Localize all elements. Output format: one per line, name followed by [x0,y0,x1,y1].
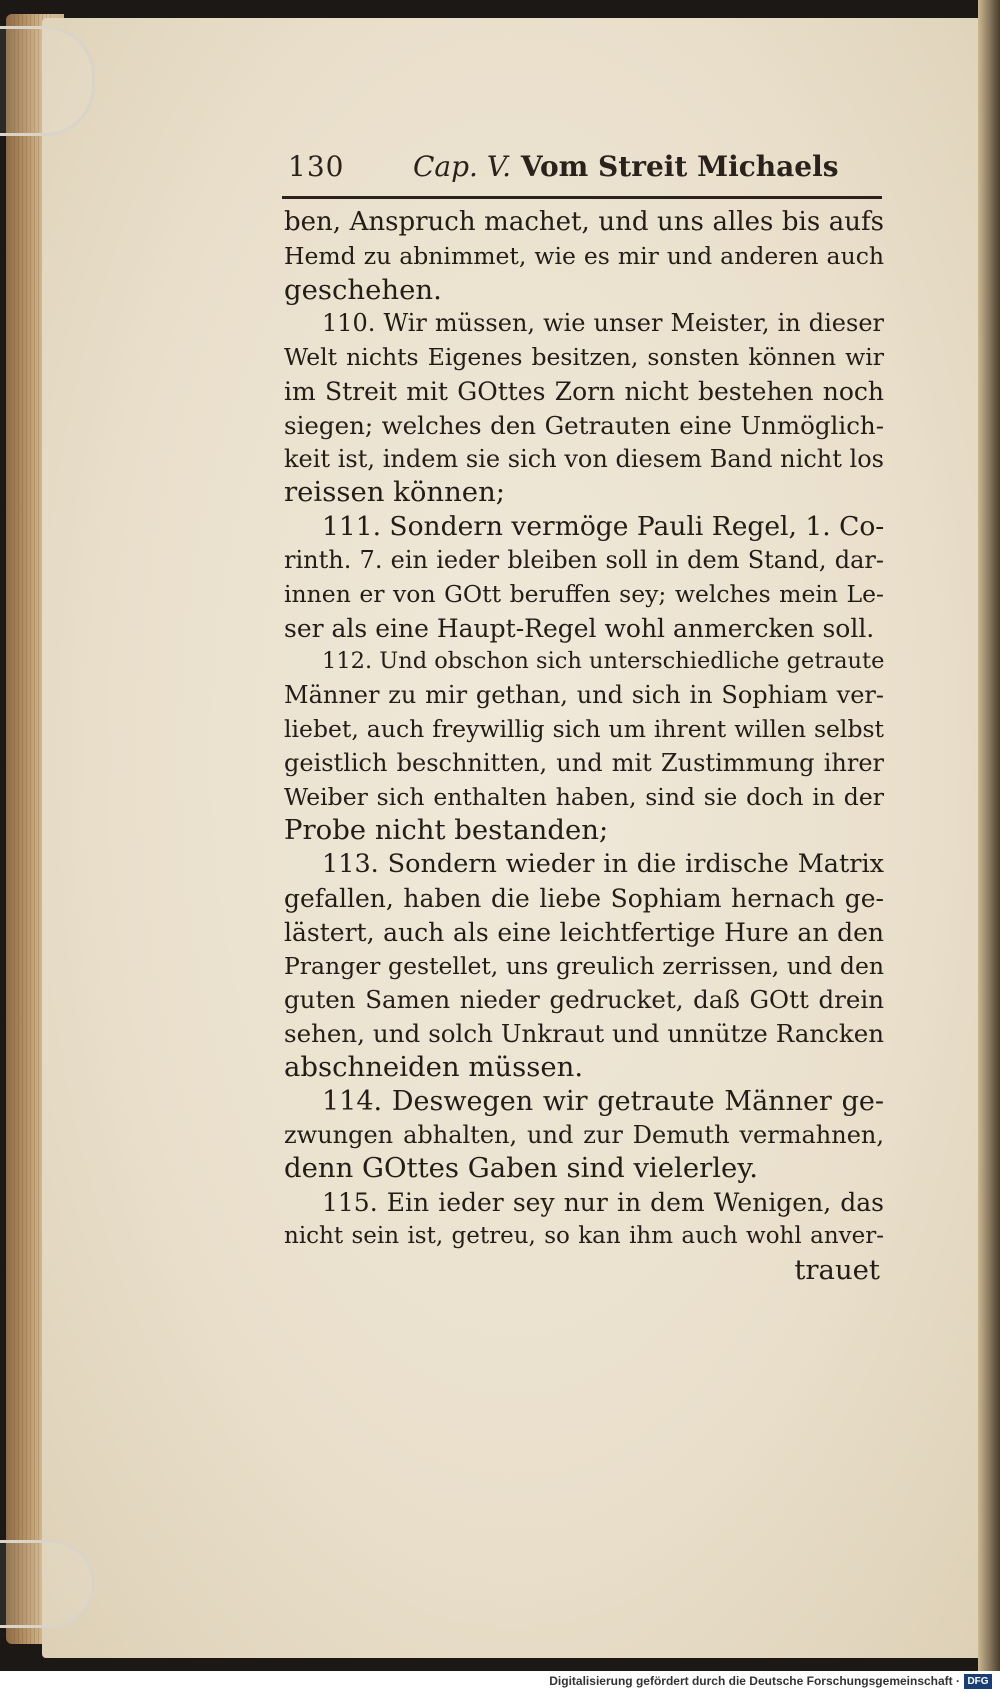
footer-credit: Digitalisierung gefördert durch die Deutsche Forschungsgemeinschaft · [549,1674,960,1688]
text-line: Weiber sich enthalten haben, sind sie doch in der [284,782,884,811]
running-title-text: Vom Streit Michaels [520,150,839,183]
dfg-logo: DFG [964,1674,992,1689]
body-text [284,206,884,1288]
text-line: Pranger gestellet, uns greulich zerrissen, und den [284,951,884,980]
text-line: innen er von GOtt beruffen sey; welches mein Le- [284,579,884,608]
text-line: guten Samen nieder gedrucket, daß GOtt drein [284,985,884,1015]
text-line: nicht sein ist, getreu, so kan ihm auch wohl anver- [284,1222,884,1249]
page-clip-bottom [0,1540,95,1628]
text-line: Welt nichts Eigenes besitzen, sonsten können wir [284,343,884,372]
text-line: gefallen, haben die liebe Sophiam hernach ge- [284,883,884,913]
page-number: 130 [288,150,345,183]
digitization-footer [0,1671,1000,1693]
chapter-label: Cap. V. [413,150,512,183]
text-line: ben, Anspruch machet, und uns alles bis aufs [284,207,884,237]
text-line: geistlich beschnitten, und mit Zustimmung ihrer [284,748,884,777]
text-line: denn GOttes Gaben sind vielerley. [284,1152,758,1185]
text-line: keit ist, indem sie sich von diesem Band nicht los [284,444,884,473]
running-title [413,150,838,183]
text-line: Hemd zu abnimmet, wie es mir und anderen auch [284,241,884,270]
text-line: rinth. 7. ein ieder bleiben soll in dem Stand, dar- [284,545,884,574]
text-line: Männer zu mir gethan, und sich in Sophiam ver- [284,681,884,710]
text-line: sehen, und solch Unkraut und unnütze Rancken [284,1019,884,1049]
running-header [288,150,888,190]
text-line: 110. Wir müssen, wie unser Meister, in dieser [322,309,884,338]
text-line: lästert, auch als eine leichtfertige Hure an den [284,917,884,947]
text-line: 115. Ein ieder sey nur in dem Wenigen, das [322,1188,884,1218]
page-clip-top [0,26,95,136]
text-line: 114. Deswegen wir getraute Männer ge- [322,1085,884,1117]
header-rule [282,196,882,199]
text-line: abschneiden müssen. [284,1050,584,1083]
text-line: 112. Und obschon sich unterschiedliche getraute [322,648,885,675]
text-line: 111. Sondern vermöge Pauli Regel, 1. Co- [322,511,885,543]
text-line: Probe nicht bestanden; [284,814,609,847]
text-line: 113. Sondern wieder in die irdische Matrix [322,849,884,880]
text-line: ser als eine Haupt-Regel wohl anmercken soll. [284,613,875,643]
text-line: im Streit mit GOttes Zorn nicht bestehen noch [284,376,884,406]
text-line: zwungen abhalten, und zur Demuth vermahnen, [284,1120,884,1149]
right-page-edge [978,0,1000,1693]
text-line: geschehen. [284,273,442,306]
catchword: trauet [794,1253,880,1286]
text-line: liebet, auch freywillig sich um ihrent willen selbst [284,714,884,743]
text-line: siegen; welches den Getrauten eine Unmöglich- [284,410,884,440]
text-line: reissen können; [284,476,506,509]
